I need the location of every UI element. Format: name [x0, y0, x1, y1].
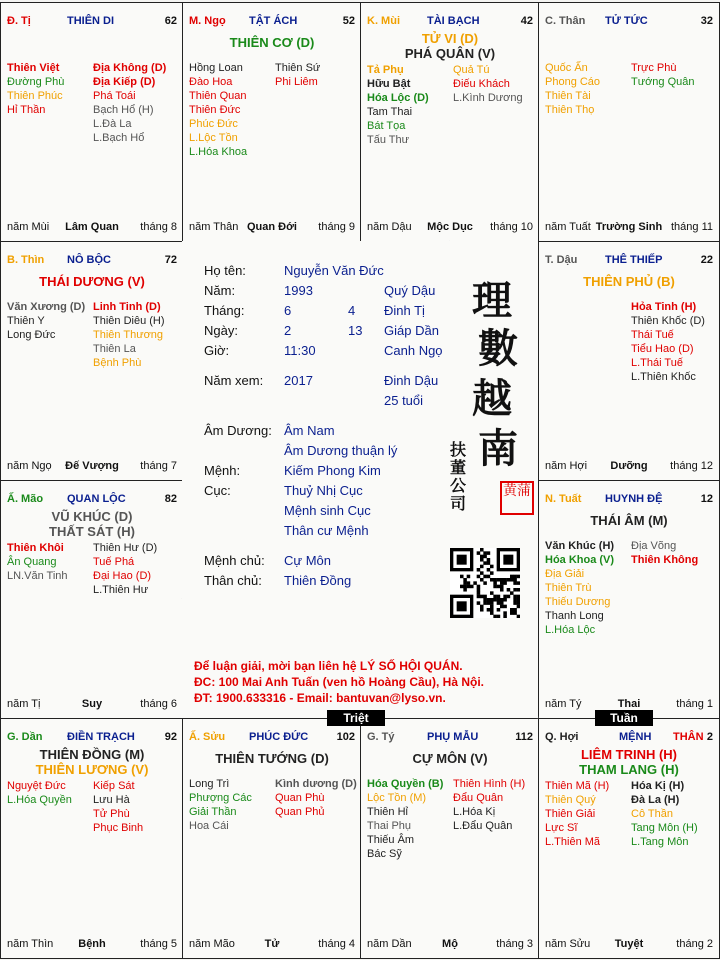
minor-star: Hóa Khoa (V)	[545, 554, 615, 566]
palace-name: PHÚC ĐỨC	[249, 731, 309, 743]
calligraphy-char-4: 南	[478, 425, 518, 472]
minor-star: Văn Xương (D)	[7, 301, 86, 313]
cuc-value: Thuỷ Nhị Cục	[284, 483, 363, 498]
minor-star: Tiểu Hao (D)	[631, 343, 694, 355]
month-can: Đinh Tị	[384, 303, 425, 318]
minor-star: Linh Tinh (D)	[93, 301, 161, 313]
palace-month: tháng 4	[318, 938, 355, 950]
cuc-label: Cục:	[204, 483, 231, 498]
palace-month: tháng 5	[140, 938, 177, 950]
major-star: THIÊN LƯƠNG (V)	[35, 762, 149, 777]
palace-year: năm Sửu	[545, 938, 591, 950]
major-star: THIÊN CƠ (D)	[229, 35, 315, 50]
month-lunar: 4	[348, 303, 356, 318]
minor-star: Hữu Bật	[367, 78, 411, 90]
minor-star: Thiên Quý	[545, 794, 596, 806]
minor-star: Thai Phụ	[367, 820, 412, 832]
minor-star: Kình dương (D)	[275, 778, 357, 790]
minor-star: L.Đẩu Quân	[453, 820, 513, 832]
amduong-note: Âm Dương thuận lý	[284, 443, 398, 458]
minor-star: Thiếu Dương	[545, 596, 611, 608]
minor-star: Phong Cáo	[545, 76, 601, 88]
palace-branch: Ấ. Sửu	[189, 731, 226, 743]
minor-star: Hồng Loan	[189, 62, 243, 74]
hour-value: 11:30	[284, 343, 316, 358]
cuc-note: Mệnh sinh Cục	[284, 503, 371, 518]
minor-star: Quan Phủ	[275, 806, 325, 818]
minor-star: Thiếu Âm	[367, 834, 415, 846]
minor-star: Đào Hoa	[189, 76, 233, 88]
year-can: Quý Dậu	[384, 283, 436, 298]
minor-star: L.Bạch Hổ	[93, 132, 145, 144]
year-label: Năm:	[204, 283, 236, 298]
minor-star: Trực Phù	[631, 62, 677, 74]
minor-star: Thiên Không	[631, 554, 699, 566]
minor-star: Thiên Y	[7, 315, 45, 327]
minor-star: Thiên Quan	[189, 90, 247, 102]
truong-sinh-stage: Tử	[264, 938, 280, 950]
minor-star: Đại Hao (D)	[93, 570, 152, 582]
minor-star: Đẩu Quân	[453, 792, 504, 804]
minor-star: LN.Văn Tinh	[7, 570, 68, 582]
minor-star: Thiên Giải	[545, 808, 596, 820]
palace-branch: N. Tuất	[545, 493, 582, 505]
palace-year: năm Dậu	[367, 221, 412, 233]
major-star: THAM LANG (H)	[579, 762, 679, 777]
minor-star: Điếu Khách	[453, 78, 510, 90]
minor-star: Tấu Thư	[367, 134, 410, 146]
minor-star: L.Kình Dương	[453, 92, 523, 104]
minor-star: Quan Phù	[275, 792, 325, 804]
palace-branch: T. Dậu	[545, 254, 578, 266]
minor-star: Thiên Tài	[545, 90, 591, 102]
palace-name: TÀI BẠCH	[427, 15, 480, 27]
palace-year: năm Hợi	[545, 460, 588, 472]
palace-month: tháng 3	[496, 938, 533, 950]
minor-star: L.Hóa Quyền	[7, 794, 72, 806]
palace-age: 82	[164, 493, 177, 505]
major-star: THIÊN TƯỚNG (D)	[215, 751, 329, 766]
palace-month: tháng 9	[318, 221, 355, 233]
minor-star: Thiên Đức	[189, 104, 241, 116]
minor-star: Thanh Long	[545, 610, 604, 622]
palace-month: tháng 10	[490, 221, 533, 233]
minor-star: Quốc Ấn	[545, 62, 588, 74]
palace-branch: Ấ. Mão	[7, 493, 44, 505]
palace-month: tháng 12	[670, 460, 713, 472]
palace-name: QUAN LỘC	[67, 493, 126, 505]
palace-year: năm Thìn	[7, 938, 54, 950]
minor-star: Thiên Mã (H)	[545, 780, 610, 792]
minor-star: L.Hóa Kị	[453, 806, 496, 818]
palace-month: tháng 1	[676, 698, 713, 710]
palace-year: năm Mão	[189, 938, 235, 950]
palace-name: PHỤ MẪU	[427, 731, 479, 743]
minor-star: Hoa Cái	[189, 820, 229, 832]
palace-branch: K. Mùi	[367, 15, 400, 27]
truong-sinh-stage: Suy	[81, 698, 103, 710]
palace-name: TẬT ÁCH	[249, 15, 298, 27]
minor-star: Thiên Sứ	[275, 62, 321, 74]
view-year-can: Đinh Dậu	[384, 373, 439, 388]
minor-star: Đường Phù	[7, 76, 65, 88]
day-value: 2	[284, 323, 292, 338]
minor-star: Quả Tú	[453, 64, 490, 76]
palace-age: 42	[520, 15, 533, 27]
minor-star: Thiên Việt	[7, 62, 60, 74]
thanchu-label: Thân chủ:	[204, 573, 262, 588]
contact-address: ĐC: 100 Mai Anh Tuấn (ven hồ Hoàng Cầu), Hà Nội.	[194, 675, 485, 689]
palace-branch: C. Thân	[545, 15, 586, 27]
minor-star: Thiên Phúc	[7, 90, 63, 102]
contact-line-1: Để luận giải, mời bạn liên hệ LÝ SỐ HỘI QUÁN.	[194, 659, 463, 673]
palace-branch: G. Tý	[367, 731, 395, 743]
menhchu-label: Mệnh chủ:	[204, 553, 265, 568]
minor-star: L.Tang Môn	[631, 836, 689, 848]
minor-star: Kiếp Sát	[93, 780, 135, 792]
truong-sinh-stage: Lâm Quan	[65, 221, 119, 233]
palace-name: MỆNH	[619, 731, 652, 743]
name-label: Họ tên:	[204, 263, 246, 278]
palace-year: năm Dần	[367, 938, 412, 950]
truong-sinh-stage: Quan Đới	[247, 221, 297, 233]
truong-sinh-stage: Mộc Dục	[427, 221, 473, 233]
minor-star: Tuế Phá	[93, 556, 135, 568]
contact-phone-email: ĐT: 1900.633316 - Email: bantuvan@lyso.vn.	[194, 691, 446, 705]
minor-star: Tử Phù	[93, 808, 130, 820]
tuan-marker: Tuần	[595, 710, 653, 726]
minor-star: Địa Giải	[545, 568, 585, 580]
minor-star: Thiên Hỉ	[367, 806, 408, 818]
palace-branch: G. Dần	[7, 731, 43, 743]
minor-star: Hóa Kị (H)	[631, 780, 685, 792]
calligraphy-char-3: 越	[472, 375, 512, 422]
truong-sinh-stage: Mộ	[442, 938, 458, 950]
minor-star: L.Lộc Tồn	[189, 132, 238, 144]
minor-star: Địa Không (D)	[93, 62, 167, 74]
calligraphy-char-2: 數	[478, 325, 518, 372]
major-star: THẤT SÁT (H)	[49, 524, 135, 539]
minor-star: Hóa Quyền (B)	[367, 778, 444, 790]
minor-star: Nguyệt Đức	[7, 780, 66, 792]
major-star: CỰ MÔN (V)	[412, 751, 488, 766]
month-value: 6	[284, 303, 292, 318]
palace-branch: B. Thìn	[7, 254, 45, 266]
truong-sinh-stage: Thai	[617, 698, 641, 710]
palace-age: 92	[164, 731, 177, 743]
minor-star: L.Hóa Khoa	[189, 146, 248, 158]
truong-sinh-stage: Tuyệt	[614, 938, 644, 950]
month-label: Tháng:	[204, 303, 245, 318]
day-label: Ngày:	[204, 323, 238, 338]
minor-star: L.Thái Tuế	[631, 357, 683, 369]
palace-year: năm Ngọ	[7, 460, 52, 472]
than-cu-note: Thân cư Mệnh	[284, 523, 369, 538]
minor-star: Ân Quang	[7, 556, 57, 568]
minor-star: Bác Sỹ	[367, 848, 402, 860]
minor-star: Thiên Khốc (D)	[631, 315, 705, 327]
minor-star: Địa Kiếp (D)	[93, 76, 156, 88]
palace-name: TỬ TỨC	[605, 15, 648, 27]
palace-age: 102	[336, 731, 355, 743]
minor-star: Bạch Hổ (H)	[93, 104, 154, 116]
major-star: TỬ VI (D)	[421, 31, 479, 46]
major-star: PHÁ QUÂN (V)	[404, 46, 496, 61]
age-value: 25 tuổi	[384, 393, 424, 408]
minor-star: Đà La (H)	[631, 794, 680, 806]
minor-star: Thái Tuế	[631, 329, 674, 341]
palace-age: 112	[515, 731, 533, 743]
minor-star: Phục Binh	[93, 822, 144, 834]
thanchu-value: Thiên Đồng	[284, 573, 352, 588]
palace-year: năm Thân	[189, 221, 239, 233]
minor-star: Thiên Thương	[93, 329, 164, 341]
minor-star: Lưu Hà	[93, 794, 130, 806]
palace-month: tháng 6	[140, 698, 177, 710]
palace-name: ĐIỀN TRẠCH	[67, 731, 135, 743]
day-can: Giáp Dần	[384, 323, 439, 338]
minor-star: Tam Thai	[367, 106, 413, 118]
minor-star: L.Thiên Mã	[545, 836, 601, 848]
palace-age: 52	[342, 15, 355, 27]
minor-star: L.Đà La	[93, 118, 132, 130]
palace-month: tháng 8	[140, 221, 177, 233]
palace-name: NÔ BỘC	[67, 254, 111, 266]
major-star: THÁI DƯƠNG (V)	[39, 274, 145, 289]
major-star: VŨ KHÚC (D)	[51, 509, 133, 524]
palace-year: năm Mùi	[7, 221, 50, 233]
minor-star: Thiên Khôi	[7, 542, 64, 554]
minor-star: Địa Võng	[631, 540, 677, 552]
year-value: 1993	[284, 283, 313, 298]
day-lunar: 13	[348, 323, 363, 338]
minor-star: Long Đức	[7, 329, 56, 341]
minor-star: Tả Phụ	[367, 64, 404, 76]
minor-star: Phúc Đức	[189, 118, 238, 130]
info-panel	[182, 241, 538, 718]
menhchu-value: Cự Môn	[284, 553, 331, 568]
palace-branch: Q. Hợi	[545, 731, 579, 743]
minor-star: Văn Khúc (H)	[545, 540, 615, 552]
minor-star: Lộc Tồn (M)	[367, 792, 427, 804]
truong-sinh-stage: Dưỡng	[610, 460, 648, 472]
minor-star: Phá Toái	[93, 90, 136, 102]
view-year-label: Năm xem:	[204, 373, 264, 388]
than-marker: THÂN	[673, 731, 704, 743]
truong-sinh-stage: Trường Sinh	[595, 221, 663, 233]
palace-age: 32	[700, 15, 713, 27]
qr-code[interactable]	[450, 548, 520, 618]
palace-age: 62	[164, 15, 177, 27]
minor-star: L.Hóa Lộc	[545, 624, 596, 636]
minor-star: Thiên Thọ	[545, 104, 595, 116]
palace-name: HUYNH ĐỆ	[605, 493, 663, 505]
major-star: THIÊN ĐỒNG (M)	[39, 747, 145, 762]
minor-star: Thiên Hình (H)	[453, 778, 526, 790]
minor-star: Lực Sĩ	[545, 822, 578, 834]
palace-month: tháng 7	[140, 460, 177, 472]
palace-month: tháng 11	[670, 221, 713, 233]
minor-star: Thiên Diêu (H)	[93, 315, 165, 327]
palace-name: THÊ THIẾP	[605, 254, 663, 266]
palace-age: 22	[700, 254, 713, 266]
amduong-label: Âm Dương:	[204, 423, 272, 438]
minor-star: Thiên Trù	[545, 582, 592, 594]
palace-age: 72	[164, 254, 177, 266]
minor-star: Cô Thần	[631, 808, 673, 820]
major-star: LIÊM TRINH (H)	[580, 747, 678, 762]
minor-star: Tướng Quân	[631, 76, 695, 88]
palace-branch: M. Ngọ	[189, 15, 226, 27]
amduong-value: Âm Nam	[284, 423, 335, 438]
major-star: THIÊN PHỦ (B)	[583, 274, 675, 289]
minor-star: Bệnh Phù	[93, 357, 142, 369]
major-star: THÁI ÂM (M)	[590, 513, 668, 528]
palace-year: năm Tý	[545, 698, 582, 710]
seal-stamp: 黄蒲	[500, 481, 534, 515]
minor-star: L.Thiên Hư	[93, 584, 149, 596]
minor-star: Phi Liêm	[275, 76, 318, 88]
minor-star: Long Trì	[189, 778, 230, 790]
menh-value: Kiếm Phong Kim	[284, 463, 381, 478]
minor-star: Hóa Lộc (D)	[367, 92, 429, 104]
calligraphy-small: 扶董公司	[450, 440, 467, 513]
calligraphy-char-1: 理	[472, 277, 512, 324]
minor-star: Phượng Các	[189, 792, 252, 804]
minor-star: Thiên La	[93, 343, 136, 355]
minor-star: Hỉ Thần	[7, 104, 46, 116]
palace-age: 2	[706, 731, 713, 743]
minor-star: Thiên Hư (D)	[93, 542, 158, 554]
name-value: Nguyễn Văn Đức	[284, 263, 384, 278]
view-year-value: 2017	[284, 373, 313, 388]
minor-star: Tang Môn (H)	[631, 822, 698, 834]
triet-marker: Triệt	[327, 710, 385, 726]
palace-name: THIÊN DI	[67, 15, 115, 27]
minor-star: Bát Tọa	[367, 120, 406, 132]
palace-year: năm Tị	[7, 698, 41, 710]
minor-star: L.Thiên Khốc	[631, 371, 696, 383]
minor-star: Giải Thần	[189, 806, 237, 818]
palace-month: tháng 2	[676, 938, 713, 950]
truong-sinh-stage: Bệnh	[78, 938, 106, 950]
menh-label: Mệnh:	[204, 463, 241, 478]
palace-age: 12	[700, 493, 713, 505]
minor-star: Hỏa Tinh (H)	[631, 301, 697, 313]
truong-sinh-stage: Đế Vượng	[65, 460, 119, 472]
palace-year: năm Tuất	[545, 221, 591, 233]
hour-label: Giờ:	[204, 343, 230, 358]
palace-branch: Đ. Tị	[7, 15, 31, 27]
hour-can: Canh Ngọ	[384, 343, 443, 358]
